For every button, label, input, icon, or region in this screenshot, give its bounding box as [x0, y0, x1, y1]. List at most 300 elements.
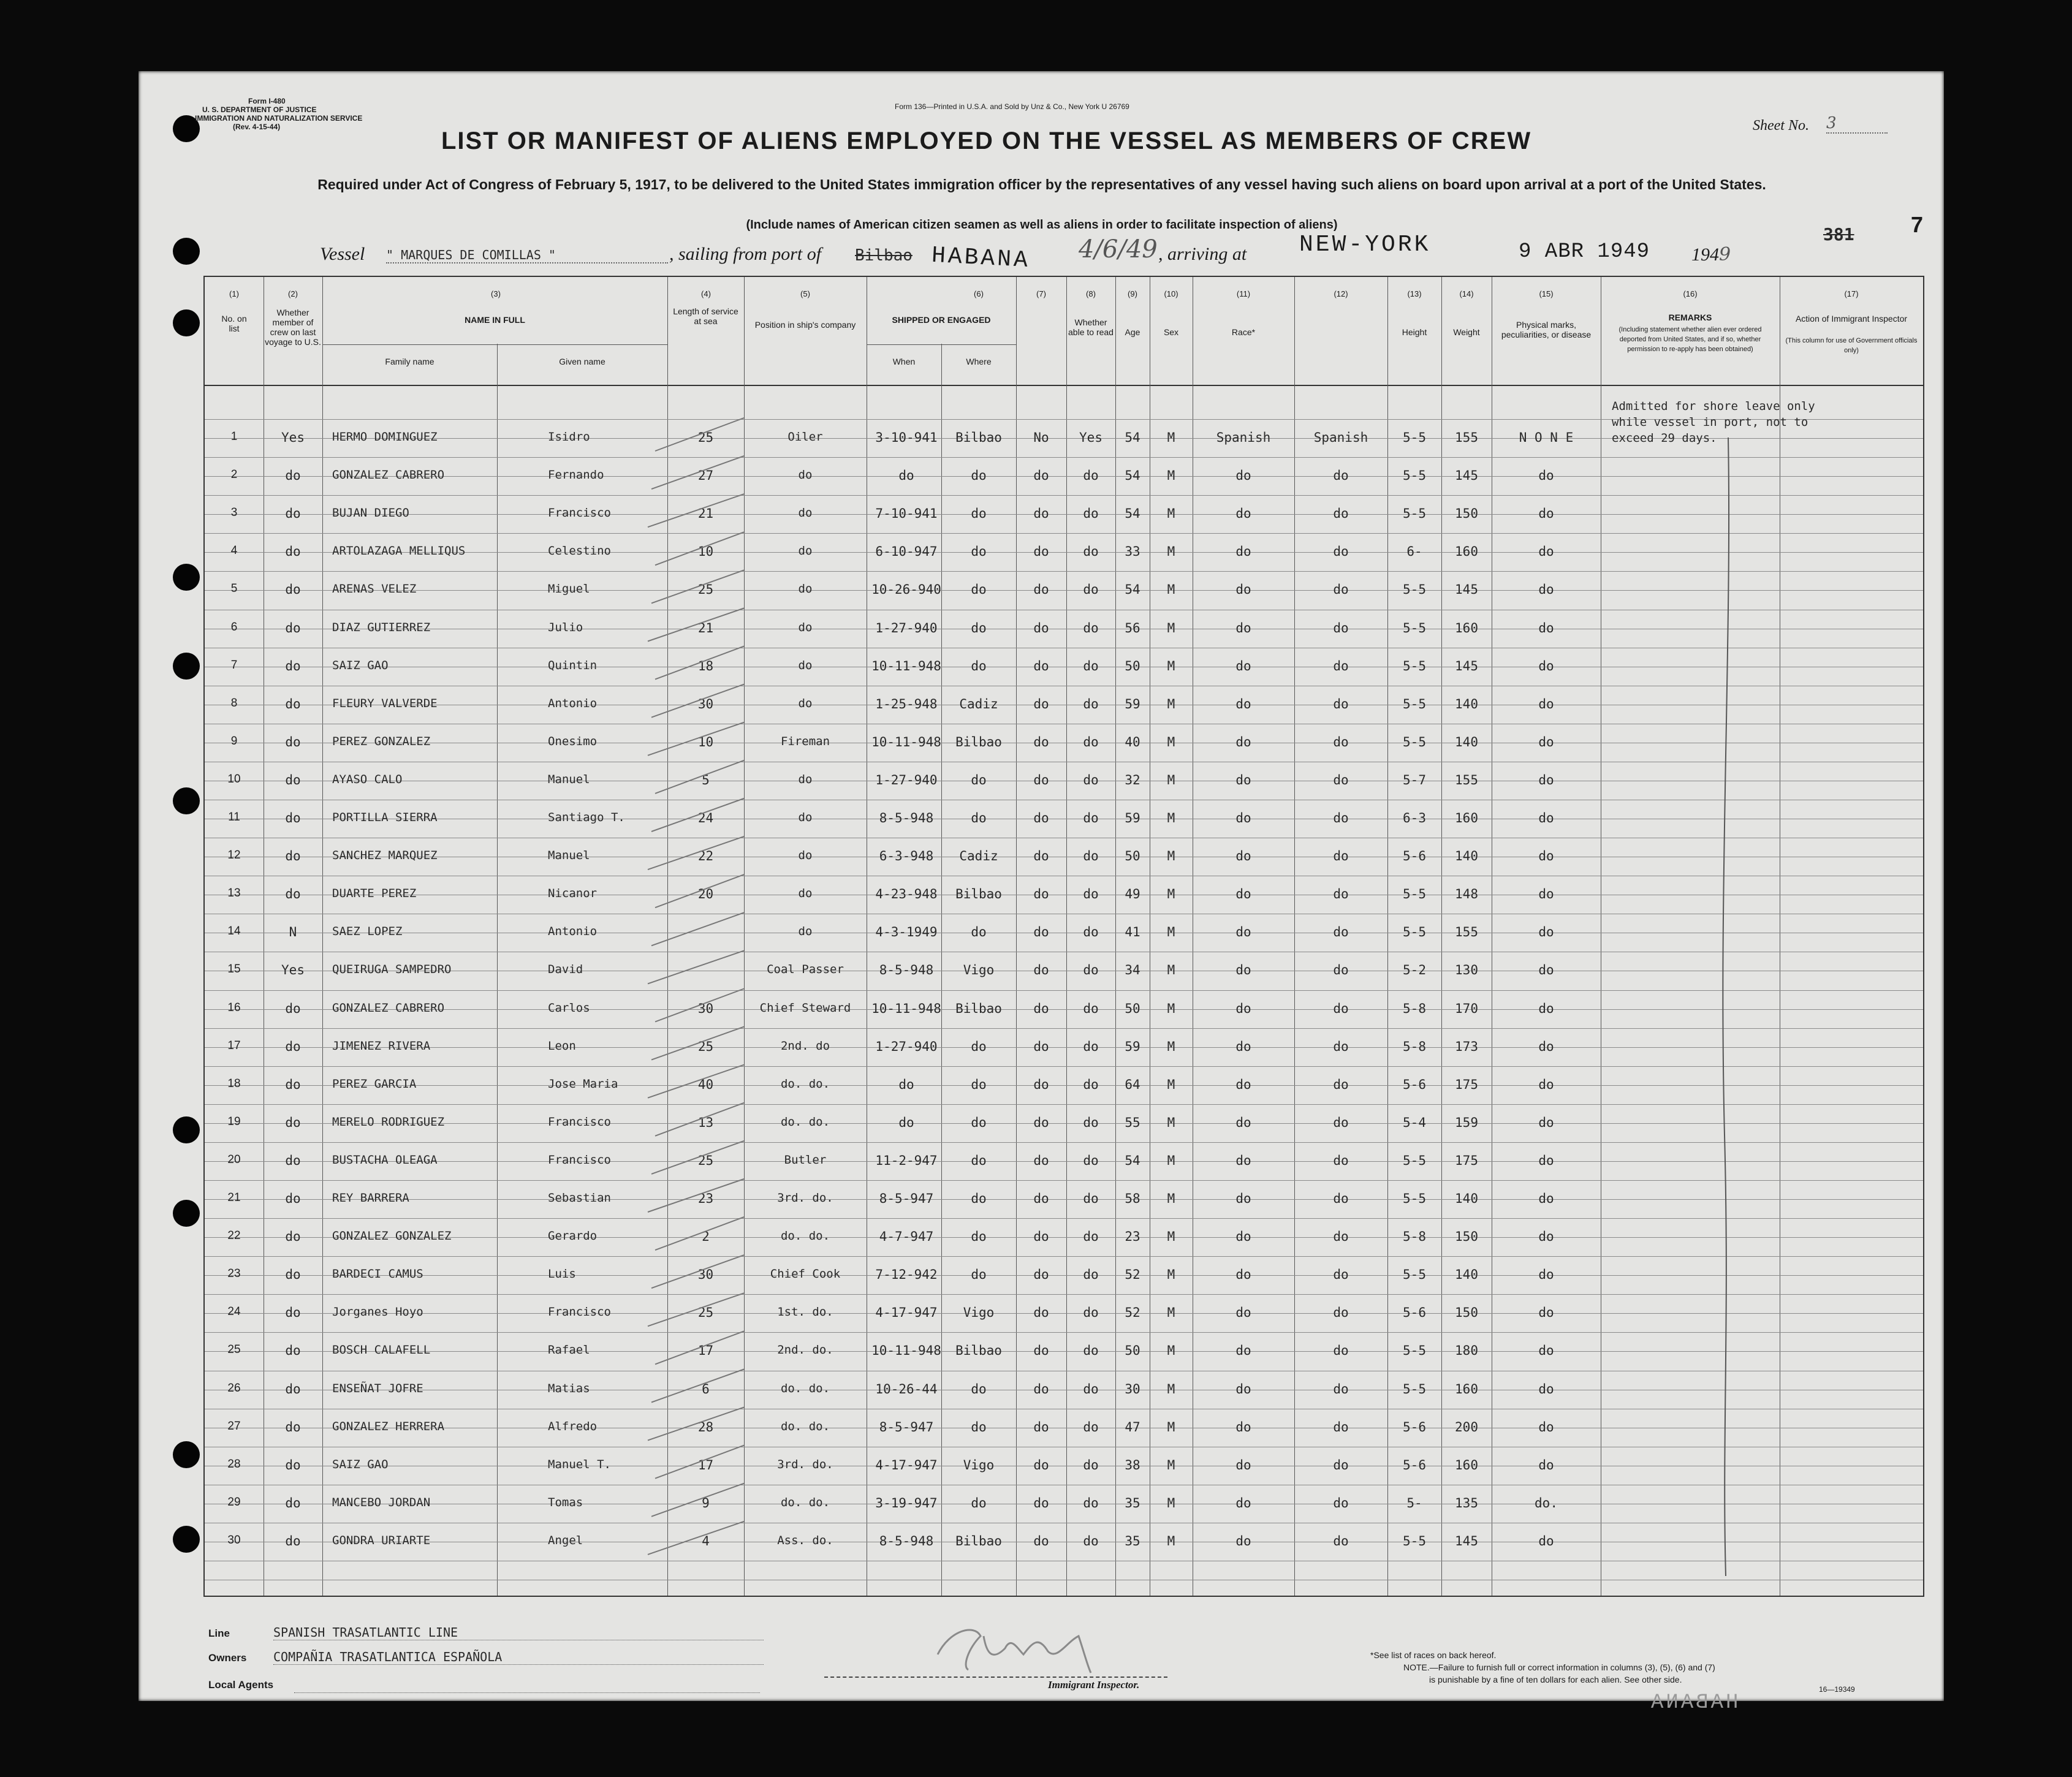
- cell-disch: do: [1033, 925, 1049, 940]
- cell-when: do: [898, 1077, 914, 1092]
- header-weight: Weight: [1453, 327, 1480, 337]
- pencil-tick: [655, 1217, 744, 1250]
- include-note: (Include names of American citizen seamen as well as aliens in order to facilitate inspection of aliens): [746, 218, 1338, 232]
- cell-length: 5: [702, 772, 710, 787]
- row-number: 5: [230, 582, 238, 596]
- cell-family: GONDRA URIARTE: [332, 1533, 431, 1547]
- cell-race: do: [1235, 620, 1251, 635]
- cell-given: Manuel T.: [548, 1457, 611, 1471]
- cell-sex: M: [1167, 430, 1175, 445]
- cell-where: Cadiz: [959, 849, 998, 864]
- cell-given: Angel: [548, 1533, 583, 1547]
- inspector-label: Immigrant Inspector.: [1048, 1679, 1140, 1691]
- cell-where: do: [971, 1115, 987, 1130]
- row-number: 21: [227, 1191, 241, 1204]
- cell-position: do. do.: [780, 1495, 830, 1509]
- cell-position: do. do.: [780, 1077, 830, 1091]
- cell-position: do: [798, 811, 813, 824]
- cell-where: Vigo: [963, 1305, 995, 1320]
- cell-disch: do: [1033, 1267, 1049, 1283]
- cell-nat: do: [1333, 772, 1349, 787]
- cell-sex: M: [1167, 1457, 1175, 1472]
- cell-weight: 130: [1455, 963, 1478, 978]
- pencil-tick: [648, 494, 744, 527]
- cell-length: 30: [697, 1001, 714, 1016]
- cell-given: Jose Maria: [548, 1077, 618, 1091]
- cell-family: GONZALEZ CABRERO: [332, 468, 445, 482]
- cell-given: Francisco: [548, 1305, 611, 1319]
- cell-marks: do: [1538, 468, 1554, 483]
- row-number: 24: [227, 1305, 241, 1319]
- cell-race: do: [1235, 1419, 1251, 1434]
- cell-when: 10-11-948: [871, 1001, 941, 1016]
- owners-value: COMPAÑIA TRASATLANTICA ESPAÑOLA: [273, 1650, 764, 1665]
- cell-marks: N O N E: [1519, 430, 1574, 445]
- cell-member: do: [285, 1381, 301, 1396]
- cell-marks: do: [1538, 1001, 1554, 1016]
- cell-height: 5-6: [1403, 1077, 1426, 1092]
- pencil-tick: [648, 1179, 744, 1212]
- cell-nat: do: [1333, 1191, 1349, 1206]
- cell-given: Gerardo: [548, 1229, 598, 1243]
- cell-height: 6-: [1406, 544, 1422, 559]
- row-number: 9: [230, 734, 238, 748]
- cell-nat: do: [1333, 1153, 1349, 1168]
- cell-nat: do: [1333, 544, 1349, 559]
- cell-height: 5-4: [1403, 1115, 1426, 1130]
- cell-read: do: [1083, 620, 1099, 635]
- cell-weight: 159: [1455, 1115, 1478, 1130]
- cell-height: 5-5: [1403, 734, 1426, 749]
- cell-weight: 140: [1455, 696, 1478, 711]
- pencil-tick: [655, 1103, 744, 1136]
- cell-sex: M: [1167, 1419, 1175, 1434]
- header-family: Family name: [385, 357, 435, 366]
- cell-height: 5-5: [1403, 1533, 1426, 1548]
- cell-position: do: [798, 582, 813, 596]
- cell-length: 17: [697, 1457, 714, 1472]
- cell-marks: do: [1538, 734, 1554, 749]
- cell-family: GONZALEZ CABRERO: [332, 1001, 445, 1015]
- inspector-signature: [925, 1612, 1109, 1679]
- row-number: 28: [227, 1457, 241, 1471]
- cell-disch: do: [1033, 811, 1049, 825]
- cell-member: do: [285, 811, 301, 825]
- cell-age: 40: [1125, 734, 1140, 749]
- cell-sex: M: [1167, 468, 1175, 483]
- cell-height: 5-5: [1403, 506, 1426, 521]
- cell-read: do: [1083, 1001, 1099, 1016]
- remarks-line: Admitted for shore leave only: [1612, 400, 1815, 413]
- cell-when: 7-10-941: [875, 506, 938, 521]
- cell-disch: do: [1033, 620, 1049, 635]
- cell-sex: M: [1167, 1533, 1175, 1548]
- cell-age: 54: [1125, 1153, 1140, 1168]
- cell-given: Fernando: [548, 468, 604, 482]
- column-number: (6): [974, 289, 984, 298]
- cell-position: do: [798, 849, 813, 863]
- cell-sex: M: [1167, 963, 1175, 978]
- cell-where: do: [971, 1077, 987, 1092]
- cell-given: Sebastian: [548, 1191, 611, 1205]
- cell-nat: do: [1333, 849, 1349, 864]
- cell-member: do: [285, 1495, 301, 1510]
- cell-sex: M: [1167, 544, 1175, 559]
- cell-age: 64: [1125, 1077, 1140, 1092]
- cell-age: 41: [1125, 925, 1140, 940]
- cell-age: 54: [1125, 582, 1140, 597]
- cell-marks: do: [1538, 1457, 1554, 1472]
- column-number: (13): [1407, 289, 1422, 298]
- cell-weight: 160: [1455, 811, 1478, 825]
- cell-given: Rafael: [548, 1343, 590, 1357]
- cell-read: do: [1083, 1229, 1099, 1245]
- cell-length: 18: [697, 658, 714, 673]
- vessel-name: " MARQUES DE COMILLAS ": [386, 248, 668, 263]
- cell-sex: M: [1167, 849, 1175, 864]
- cell-disch: do: [1033, 468, 1049, 483]
- cell-height: 5-8: [1403, 1001, 1426, 1016]
- cell-nat: do: [1333, 963, 1349, 978]
- cell-height: 5-5: [1403, 1381, 1426, 1396]
- cell-member: do: [285, 1267, 301, 1283]
- cell-member: do: [285, 1077, 301, 1092]
- cell-length: 30: [697, 1267, 714, 1283]
- cell-given: Carlos: [548, 1001, 590, 1015]
- header-read: Whether able to read: [1068, 317, 1114, 337]
- header-given: Given name: [559, 357, 605, 366]
- cell-member: do: [285, 658, 301, 673]
- header-position: Position in ship's company: [754, 320, 856, 330]
- cell-weight: 155: [1455, 772, 1478, 787]
- cell-family: FLEURY VALVERDE: [332, 696, 438, 710]
- cell-when: 1-25-948: [875, 696, 938, 711]
- cell-where: Bilbao: [955, 1001, 1002, 1016]
- pencil-tick: [648, 1065, 744, 1098]
- cell-length: 21: [697, 506, 714, 521]
- cell-nat: do: [1333, 811, 1349, 825]
- cell-read: do: [1083, 925, 1099, 940]
- cell-family: BARDECI CAMUS: [332, 1267, 423, 1281]
- cell-nat: do: [1333, 1305, 1349, 1320]
- cell-given: Isidro: [548, 430, 590, 444]
- cell-race: do: [1235, 658, 1251, 673]
- vessel-label: Vessel: [320, 244, 365, 264]
- cell-marks: do: [1538, 1077, 1554, 1092]
- cell-position: 2nd. do: [780, 1039, 830, 1053]
- cell-race: do: [1235, 468, 1251, 483]
- cell-read: do: [1083, 772, 1099, 787]
- cell-read: do: [1083, 1381, 1099, 1396]
- cell-when: 10-11-948: [871, 658, 941, 673]
- cell-where: Bilbao: [955, 887, 1002, 902]
- cell-read: do: [1083, 696, 1099, 711]
- cell-weight: 175: [1455, 1077, 1478, 1092]
- cell-length: 27: [697, 468, 714, 483]
- pencil-tick: [655, 532, 744, 565]
- cell-family: PEREZ GARCIA: [332, 1077, 417, 1091]
- cell-length: 40: [697, 1077, 714, 1092]
- ditto-line: [1723, 438, 1729, 1576]
- cell-race: do: [1235, 1495, 1251, 1510]
- cell-sex: M: [1167, 1267, 1175, 1283]
- cell-height: 5-5: [1403, 1267, 1426, 1283]
- cell-read: do: [1083, 1153, 1099, 1168]
- cell-position: Coal Passer: [767, 963, 844, 977]
- cell-sex: M: [1167, 887, 1175, 902]
- cell-race: do: [1235, 1077, 1251, 1092]
- cell-position: do: [798, 925, 813, 939]
- cell-when: 10-26-940: [871, 582, 941, 597]
- cell-race: Spanish: [1216, 430, 1271, 445]
- remarks-line: exceed 29 days.: [1612, 431, 1717, 445]
- cell-nat: do: [1333, 582, 1349, 597]
- cell-read: do: [1083, 849, 1099, 864]
- cell-height: 5-5: [1403, 925, 1426, 940]
- cell-family: ENSEÑAT JOFRE: [332, 1381, 423, 1395]
- cell-member: do: [285, 544, 301, 559]
- cell-race: do: [1235, 811, 1251, 825]
- cell-where: Bilbao: [955, 430, 1002, 445]
- cell-nat: do: [1333, 1419, 1349, 1434]
- cell-sex: M: [1167, 1001, 1175, 1016]
- cell-length: 25: [697, 1305, 714, 1320]
- cell-given: Miguel: [548, 582, 590, 596]
- cell-length: 6: [702, 1381, 710, 1396]
- cell-given: David: [548, 963, 583, 977]
- cell-disch: do: [1033, 1495, 1049, 1510]
- cell-age: 32: [1125, 772, 1140, 787]
- pencil-tick: [655, 646, 744, 680]
- pencil-marks: [205, 277, 1923, 1596]
- cell-marks: do: [1538, 1343, 1554, 1358]
- cell-disch: do: [1033, 1343, 1049, 1358]
- cell-read: do: [1083, 1191, 1099, 1206]
- cell-weight: 175: [1455, 1153, 1478, 1168]
- cell-disch: do: [1033, 734, 1049, 749]
- cell-age: 58: [1125, 1191, 1140, 1206]
- row-number: 11: [228, 811, 240, 824]
- cell-race: do: [1235, 734, 1251, 749]
- cell-nat: do: [1333, 1343, 1349, 1358]
- cell-nat: Spanish: [1313, 430, 1368, 445]
- cell-family: GONZALEZ HERRERA: [332, 1419, 445, 1433]
- cell-nat: do: [1333, 1077, 1349, 1092]
- cell-marks: do: [1538, 1039, 1554, 1054]
- cell-nat: do: [1333, 1495, 1349, 1510]
- cell-family: DUARTE PEREZ: [332, 887, 417, 901]
- cell-when: 7-12-942: [875, 1267, 938, 1283]
- cell-family: SANCHEZ MARQUEZ: [332, 849, 438, 863]
- cell-race: do: [1235, 544, 1251, 559]
- sailing-label: , sailing from port of: [669, 244, 822, 264]
- pencil-tick: [648, 1521, 744, 1555]
- cell-marks: do: [1538, 1305, 1554, 1320]
- cell-race: do: [1235, 925, 1251, 940]
- corner-number: 7: [1911, 212, 1924, 237]
- cell-weight: 160: [1455, 620, 1478, 635]
- cell-family: BOSCH CALAFELL: [332, 1343, 431, 1357]
- cell-when: 3-19-947: [875, 1495, 938, 1510]
- cell-family: ARENAS VELEZ: [332, 582, 417, 596]
- cell-position: Butler: [784, 1153, 827, 1167]
- header-action_note: (This column for use of Government officials only): [1785, 337, 1918, 354]
- cell-disch: do: [1033, 696, 1049, 711]
- pencil-tick: [648, 950, 744, 983]
- cell-length: 30: [697, 696, 714, 711]
- cell-length: 23: [697, 1191, 714, 1206]
- cell-marks: do: [1538, 620, 1554, 635]
- cell-height: 6-3: [1403, 811, 1426, 825]
- local-agents-field: [294, 1692, 760, 1693]
- header-member: Whether member of crew on last voyage to U.S.: [265, 308, 321, 347]
- cell-position: 3rd. do.: [777, 1191, 833, 1205]
- column-number: (17): [1844, 289, 1859, 298]
- cell-length: 28: [697, 1419, 714, 1434]
- binder-hole: [173, 787, 200, 814]
- cell-length: 2: [702, 1229, 710, 1245]
- cell-where: do: [971, 925, 987, 940]
- cell-sex: M: [1167, 620, 1175, 635]
- cell-where: do: [971, 1381, 987, 1396]
- cell-age: 59: [1125, 1039, 1140, 1054]
- cell-when: 6-10-947: [875, 544, 938, 559]
- cell-member: do: [285, 696, 301, 711]
- cell-length: 25: [697, 1153, 714, 1168]
- arrival-port: NEW-YORK: [1299, 232, 1431, 258]
- cell-read: do: [1083, 1457, 1099, 1472]
- pencil-tick: [651, 912, 744, 945]
- pencil-tick: [655, 418, 744, 451]
- cell-weight: 140: [1455, 849, 1478, 864]
- cell-family: BUJAN DIEGO: [332, 506, 409, 520]
- cell-height: 5-8: [1403, 1229, 1426, 1245]
- cell-length: 9: [702, 1495, 710, 1510]
- form-code: 16—19349: [1819, 1685, 1855, 1694]
- cell-race: do: [1235, 1039, 1251, 1054]
- cell-disch: do: [1033, 1533, 1049, 1548]
- cell-age: 30: [1125, 1381, 1140, 1396]
- struck-port: Bilbao: [855, 246, 913, 265]
- inspector-line: [824, 1677, 1167, 1678]
- cell-when: 4-23-948: [875, 887, 938, 902]
- row-number: 22: [227, 1229, 241, 1243]
- header-no: No. on list: [221, 314, 247, 333]
- header-remarks: REMARKS: [1668, 313, 1712, 322]
- cell-when: 4-7-947: [879, 1229, 934, 1245]
- cell-race: do: [1235, 1191, 1251, 1206]
- cell-given: Quintin: [548, 658, 598, 672]
- departure-port: HABANA: [930, 242, 1031, 275]
- cell-given: Luis: [548, 1267, 576, 1281]
- cell-when: 6-3-948: [879, 849, 934, 864]
- row-number: 1: [230, 430, 238, 443]
- form-number: Form I-480: [248, 97, 286, 105]
- cell-member: do: [285, 887, 301, 902]
- header-shipped: SHIPPED OR ENGAGED: [892, 315, 991, 325]
- cell-member: do: [285, 772, 301, 787]
- cell-read: do: [1083, 1039, 1099, 1054]
- cell-nat: do: [1333, 887, 1349, 902]
- cell-race: do: [1235, 1305, 1251, 1320]
- cell-marks: do: [1538, 1153, 1554, 1168]
- row-number: 18: [227, 1077, 241, 1090]
- cell-position: 1st. do.: [777, 1305, 833, 1319]
- cell-length: 25: [697, 430, 714, 445]
- cell-read: do: [1083, 1267, 1099, 1283]
- cell-nat: do: [1333, 1457, 1349, 1472]
- cell-weight: 150: [1455, 1305, 1478, 1320]
- cell-read: Yes: [1079, 430, 1102, 445]
- cell-given: Santiago T.: [548, 811, 625, 824]
- crew-table: [203, 276, 1924, 1597]
- cell-age: 59: [1125, 696, 1140, 711]
- cell-nat: do: [1333, 696, 1349, 711]
- row-number: 2: [230, 468, 238, 482]
- header-when: When: [892, 357, 916, 366]
- pencil-tick: [648, 608, 744, 642]
- cell-member: do: [285, 1039, 301, 1054]
- cell-race: do: [1235, 506, 1251, 521]
- cell-age: 50: [1125, 1343, 1140, 1358]
- cell-where: Bilbao: [955, 1533, 1002, 1548]
- cell-position: Ass. do.: [777, 1533, 833, 1547]
- cell-read: do: [1083, 1343, 1099, 1358]
- column-number: (4): [701, 289, 711, 298]
- cell-height: 5-: [1406, 1495, 1422, 1510]
- cell-race: do: [1235, 772, 1251, 787]
- cell-length: 24: [697, 811, 714, 825]
- pencil-tick: [651, 570, 744, 603]
- cell-marks: do: [1538, 582, 1554, 597]
- cell-where: do: [971, 1267, 987, 1283]
- cell-height: 5-5: [1403, 1153, 1426, 1168]
- cell-given: Manuel: [548, 772, 590, 786]
- cell-age: 50: [1125, 1001, 1140, 1016]
- cell-where: do: [971, 582, 987, 597]
- cell-nat: do: [1333, 620, 1349, 635]
- cell-marks: do: [1538, 887, 1554, 902]
- cell-weight: 180: [1455, 1343, 1478, 1358]
- cell-family: MANCEBO JORDAN: [332, 1495, 431, 1509]
- cell-sex: M: [1167, 658, 1175, 673]
- cell-where: do: [971, 772, 987, 787]
- cell-sex: M: [1167, 1343, 1175, 1358]
- cell-nat: do: [1333, 506, 1349, 521]
- header-physical: Physical marks, peculiarities, or disease: [1501, 320, 1592, 339]
- cell-marks: do: [1538, 1419, 1554, 1434]
- cell-weight: 145: [1455, 582, 1478, 597]
- cell-read: do: [1083, 1533, 1099, 1548]
- cell-family: SAIZ GAO: [332, 1457, 389, 1471]
- cell-disch: do: [1033, 582, 1049, 597]
- cell-member: do: [285, 506, 301, 521]
- binder-hole: [173, 1200, 200, 1227]
- cell-when: 8-5-948: [879, 811, 934, 825]
- column-number: (1): [229, 289, 239, 298]
- cell-age: 55: [1125, 1115, 1140, 1130]
- cell-where: do: [971, 1419, 987, 1434]
- cell-member: do: [285, 849, 301, 864]
- cell-where: Vigo: [963, 1457, 995, 1472]
- cell-weight: 173: [1455, 1039, 1478, 1054]
- cell-height: 5-5: [1403, 582, 1426, 597]
- cell-read: do: [1083, 734, 1099, 749]
- cell-when: 1-27-940: [875, 620, 938, 635]
- cell-given: Onesimo: [548, 734, 598, 748]
- cell-where: Vigo: [963, 963, 995, 978]
- cell-member: do: [285, 1153, 301, 1168]
